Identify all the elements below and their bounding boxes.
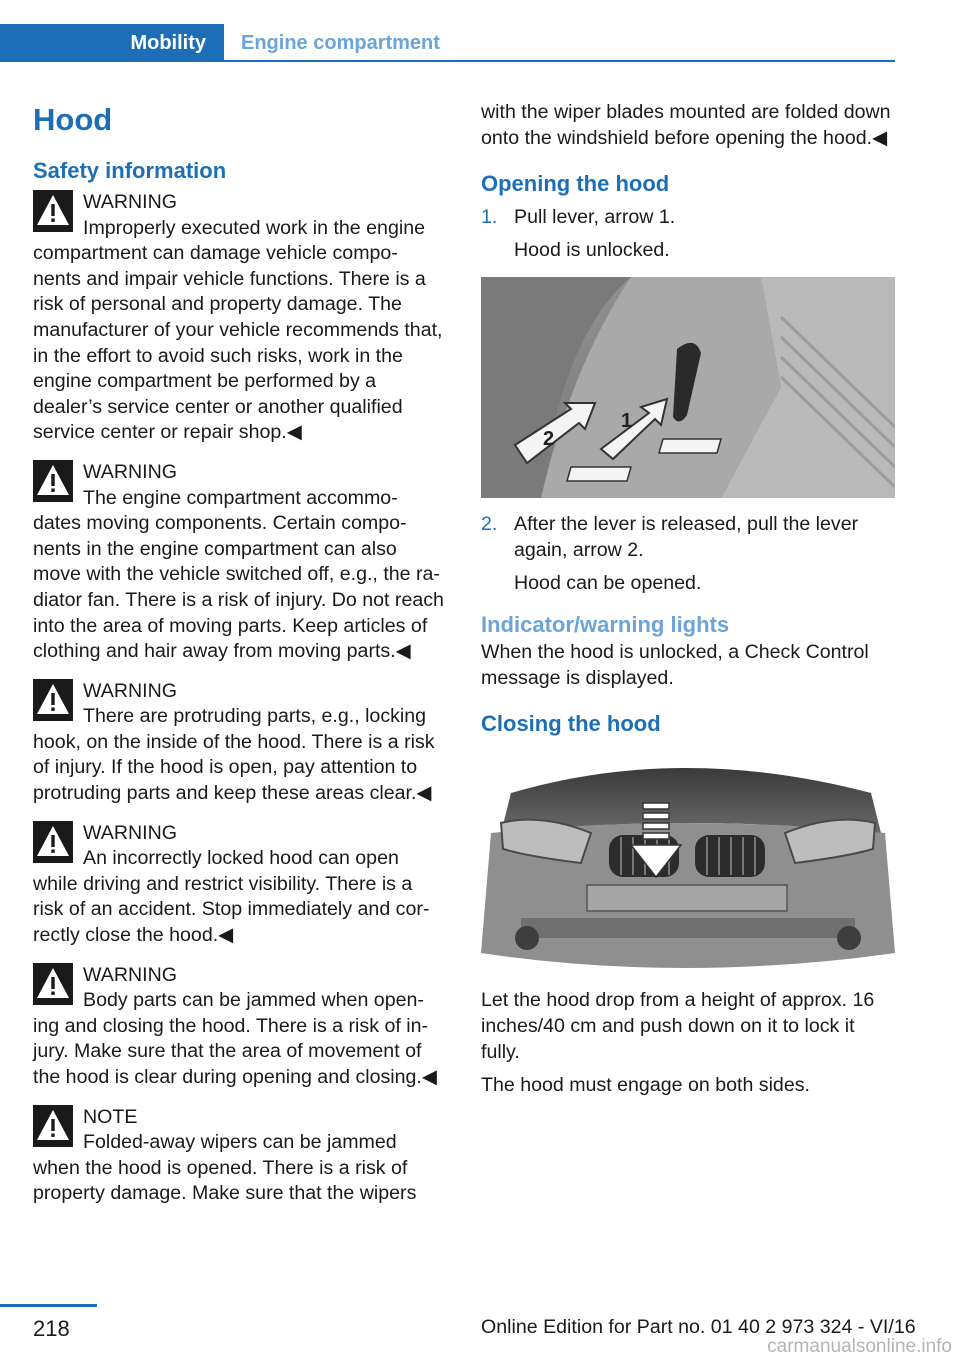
step-result: Hood can be opened. — [514, 571, 702, 594]
section-heading-closing: Closing the hood — [481, 711, 661, 737]
warning-triangle-icon — [33, 679, 73, 721]
step-item — [481, 512, 895, 596]
warning-block — [33, 963, 447, 1091]
page-title: Hood — [33, 102, 113, 137]
step-item — [481, 205, 895, 263]
tab-mobility[interactable]: Mobility — [0, 24, 224, 62]
warning-first-line: An incorrectly locked hood can open — [83, 847, 399, 870]
warning-text: ing and closing the hood. There is a risk of in‐ jury. Make sure that the area of movement of the hood is clear during opening and closing.◀ — [33, 1014, 437, 1088]
step-number: 2. — [481, 513, 498, 536]
step-number: 1. — [481, 206, 498, 229]
step-text: Pull lever, arrow 1. — [514, 206, 676, 229]
watermark: carmanualsonline.info — [767, 1336, 952, 1357]
warning-first-line: Body parts can be jammed when open‐ — [83, 989, 424, 1012]
warning-triangle-icon — [33, 460, 73, 502]
left-column — [33, 100, 447, 1207]
callout-2: 2 — [543, 428, 555, 451]
footer-rule — [0, 1304, 97, 1307]
tab-engine-compartment[interactable]: Engine compartment — [241, 31, 440, 54]
warning-triangle-icon — [33, 963, 73, 1005]
warning-block — [33, 190, 447, 446]
note-text: when the hood is opened. There is a risk of property damage. Make sure that the wipers — [33, 1156, 417, 1205]
warning-first-line: The engine compartment accommo‐ — [83, 486, 398, 509]
hood-release-lever-image — [481, 277, 895, 498]
section-heading-opening: Opening the hood — [481, 171, 670, 197]
note-block — [33, 1105, 447, 1207]
header-rule — [224, 60, 895, 62]
edition-text: Online Edition for Part no. 01 40 2 973 324 - VI/16 — [481, 1316, 916, 1338]
step-text: After the lever is released, pull the lever again, arrow 2. — [514, 513, 859, 561]
closing-text: Let the hood drop from a height of approx. 16 inches/40 cm and push down on it to lock it fully. — [481, 989, 875, 1063]
header-tabs — [0, 24, 895, 62]
closing-text: The hood must engage on both sides. — [481, 1074, 810, 1097]
right-column — [481, 100, 895, 1099]
warning-triangle-icon — [33, 190, 73, 232]
note-label: NOTE — [83, 1105, 138, 1128]
warning-label: WARNING — [83, 821, 177, 844]
note-first-line: Folded-away wipers can be jammed — [83, 1131, 397, 1154]
section-heading-safety: Safety information — [33, 158, 227, 183]
page-number: 218 — [33, 1316, 70, 1341]
warning-label: WARNING — [83, 191, 177, 213]
warning-label: WARNING — [83, 963, 177, 986]
warning-first-line: There are protruding parts, e.g., locking — [83, 705, 427, 728]
warning-triangle-icon — [33, 1105, 73, 1147]
warning-triangle-icon — [33, 821, 73, 863]
hood-closing-image — [481, 753, 895, 974]
warning-label: WARNING — [83, 679, 177, 702]
section-heading-indicator: Indicator/warning lights — [481, 612, 730, 638]
warning-text: while driving and restrict visibility. There is a risk of an accident. Stop immediately and cor‐ rectly close the hood.◀ — [33, 872, 430, 947]
step-result: Hood is unlocked. — [514, 238, 670, 261]
warning-block — [33, 821, 447, 949]
warning-text: dates moving components. Certain compo‐ nents in the engine compartment can also move with the vehicle switched off, e.g., the ra‐ diator fan. There is a risk of injury. Do not reach into the area of moving parts. Keep articles of clothing and hair away from moving parts.◀ — [33, 512, 444, 663]
warning-block — [33, 460, 447, 665]
continued-text: with the wiper blades mounted are folded down onto the windshield before opening the hood.◀ — [481, 101, 891, 149]
indicator-text: When the hood is unlocked, a Check Control message is displayed. — [481, 641, 869, 689]
warning-text: hook, on the inside of the hood. There is a risk of injury. If the hood is open, pay attention to protruding parts and keep these areas clear.◀ — [33, 730, 435, 805]
warning-label: WARNING — [83, 460, 177, 483]
warning-first-line: Improperly executed work in the engine — [83, 216, 425, 239]
callout-1: 1 — [621, 410, 633, 433]
warning-text: compartment can damage vehicle compo‐ nents and impair vehicle functions. There is a risk of personal and property damage. The manufacturer of your vehicle recommends that, in the effort to avoid such risks, work in the engine compartment be performed by a dealer’s service center or another qualified service center or repair shop.◀ — [33, 242, 443, 444]
warning-block — [33, 679, 447, 807]
